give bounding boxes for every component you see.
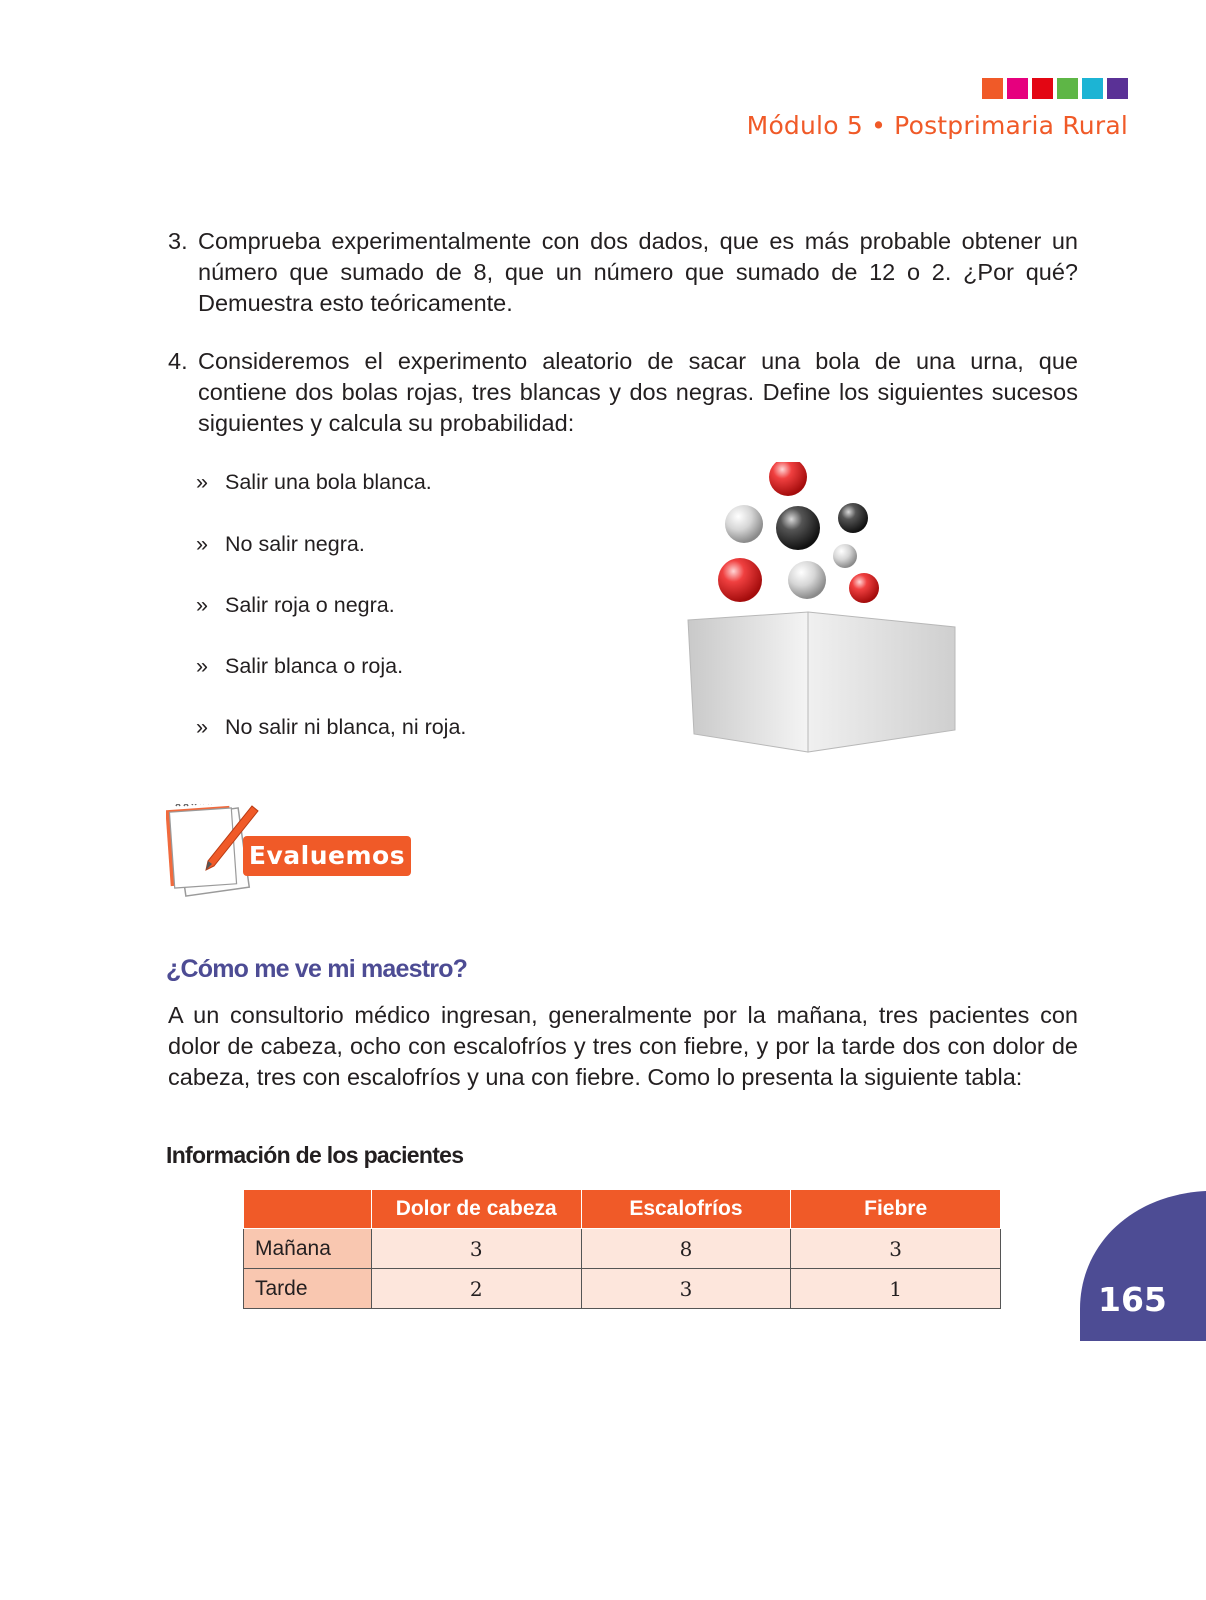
white-ball <box>725 505 763 543</box>
table-title: Información de los pacientes <box>166 1142 464 1168</box>
urn-with-balls-illustration <box>680 462 970 772</box>
red-ball <box>849 573 879 603</box>
bullet-glyph: » <box>196 593 208 617</box>
bullet-text: Salir una bola blanca. <box>225 470 432 494</box>
urn-box-left <box>688 612 808 752</box>
exercise-3 <box>168 226 1078 319</box>
white-ball <box>833 544 857 568</box>
row-label: Mañana <box>244 1229 372 1269</box>
black-ball <box>838 503 868 533</box>
red-ball <box>718 558 762 602</box>
exercise-text: Comprueba experimentalmente con dos dados, que es más probable obtener un número que sumado de 8, que un número que sumado de 12 o 2. ¿Por qué? Demuestra esto teóricamente. <box>198 228 1078 316</box>
evaluemos-label: Evaluemos <box>243 836 411 876</box>
exercise-text: Consideremos el experimento aleatorio de sacar una bola de una urna, que contiene dos bolas rojas, tres blancas y dos negras. Define los siguientes sucesos siguientes y calcula su probabilidad: <box>198 348 1078 436</box>
orange-square <box>982 78 1003 99</box>
exercise-number: 3. <box>168 228 188 254</box>
white-ball <box>788 561 826 599</box>
bullet-text: No salir negra. <box>225 532 365 556</box>
table-cell: 1 <box>791 1269 1001 1309</box>
column-header-empty <box>244 1190 372 1229</box>
section-body: A un consultorio médico ingresan, generalmente por la mañana, tres pacientes con dolor de cabeza, ocho con escalofríos y tres con fiebre, y por la tarde dos con dolor de cabeza, tres con escalofríos y una con fiebre. Como lo presenta la siguiente tabla: <box>168 1002 1078 1090</box>
bullet-text: No salir ni blanca, ni roja. <box>225 715 467 739</box>
exercise-4 <box>168 346 1078 439</box>
urn-box-right <box>808 612 955 752</box>
color-squares-strip <box>982 78 1128 99</box>
page-number: 165 <box>1098 1280 1167 1319</box>
purple-square <box>1107 78 1128 99</box>
patients-table <box>243 1189 1001 1309</box>
bullet-glyph: » <box>196 654 208 678</box>
bullet-text: Salir blanca o roja. <box>225 654 404 678</box>
bullet-glyph: » <box>196 470 208 494</box>
column-header: Fiebre <box>791 1190 1001 1229</box>
green-square <box>1057 78 1078 99</box>
table-header-row <box>244 1190 1001 1229</box>
table-row <box>244 1229 1001 1269</box>
section-heading: ¿Cómo me ve mi maestro? <box>166 955 468 983</box>
black-ball <box>776 506 820 550</box>
column-header: Dolor de cabeza <box>371 1190 581 1229</box>
module-title: Módulo 5 • Postprimaria Rural <box>746 111 1128 140</box>
red-square <box>1032 78 1053 99</box>
bullet-text: Salir roja o negra. <box>225 593 395 617</box>
row-label: Tarde <box>244 1269 372 1309</box>
table-cell: 3 <box>581 1269 791 1309</box>
table-cell: 3 <box>791 1229 1001 1269</box>
table-cell: 3 <box>371 1229 581 1269</box>
table-cell: 8 <box>581 1229 791 1269</box>
cyan-square <box>1082 78 1103 99</box>
exercise-number: 4. <box>168 348 188 374</box>
magenta-square <box>1007 78 1028 99</box>
table-row <box>244 1269 1001 1309</box>
red-ball <box>769 462 807 496</box>
table-cell: 2 <box>371 1269 581 1309</box>
column-header: Escalofríos <box>581 1190 791 1229</box>
bullet-glyph: » <box>196 715 208 739</box>
bullet-glyph: » <box>196 532 208 556</box>
